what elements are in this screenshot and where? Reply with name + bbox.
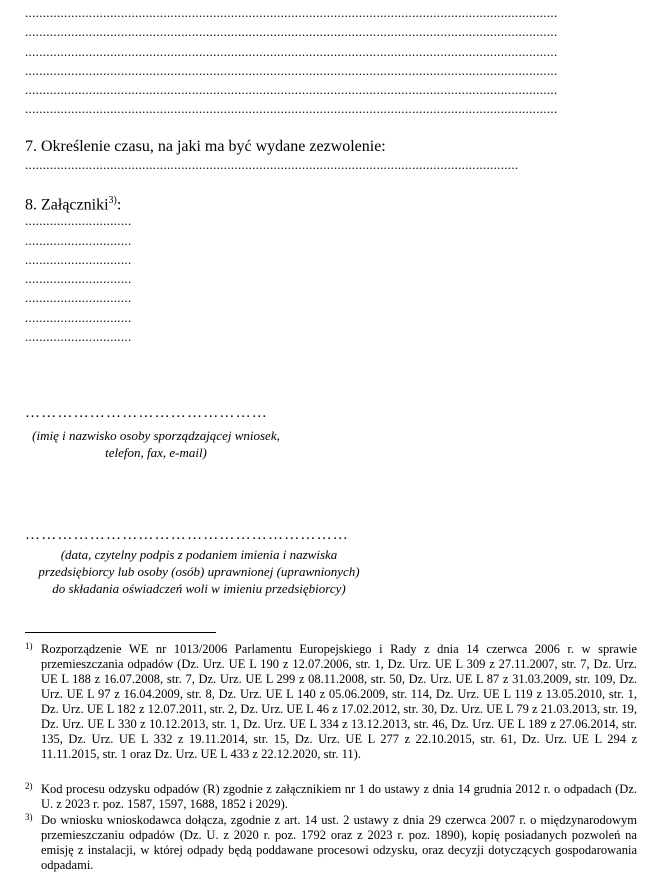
footnote-3-text: Do wniosku wnioskodawca dołącza, zgodnie z art. 14 ust. 2 ustawy z dnia 29 czerwca 2007 r. o międzynarodowym przemieszczaniu odpadów (Dz. U. z 2020 r. poz. 1792 oraz z 2023 r. poz. 1890), kopię posiadanych pozwoleń na emisję z instalacji, w której odpady będą poddawane procesowi odzysku, oraz decyzji dotyczących gospodarowania odpadami. [41, 813, 637, 872]
section-8-title: 8. Załączniki [25, 196, 109, 214]
signature-2-dots: …………………………………………………… [25, 527, 349, 543]
dotted-line-2: ...................................................................................................................................................... [25, 25, 558, 39]
footnote-1 [25, 642, 637, 762]
footnote-2-text: Kod procesu odzysku odpadów (R) zgodnie z załącznikiem nr 1 do ustawy z dnia 14 grudnia 2012 r. o odpadach (Dz. U. z 2023 r. poz. 1587, 1597, 1688, 1852 i 2029). [41, 782, 637, 811]
footnote-3 [25, 813, 637, 873]
footnote-2 [25, 782, 637, 812]
dotted-line-4: ...................................................................................................................................................... [25, 64, 558, 78]
footnote-ref-3: 3) [108, 195, 117, 206]
footnote-separator [25, 632, 216, 633]
footnote-1-number: 1) [25, 641, 33, 651]
section-8-colon: : [116, 196, 122, 214]
signature-1-caption [25, 427, 287, 461]
attachment-line-4: .............................. [25, 272, 132, 286]
attachment-line-5: .............................. [25, 291, 132, 305]
attachment-line-2: .............................. [25, 234, 132, 248]
attachment-line-7: .............................. [25, 330, 132, 344]
dotted-line-3: ...................................................................................................................................................... [25, 45, 558, 59]
signature-2-caption-line-3: do składania oświadczeń woli w imieniu przedsiębiorcy) [52, 581, 346, 596]
signature-2-caption-line-1: (data, czytelny podpis z podaniem imienia i nazwiska [60, 547, 338, 562]
signature-2-caption-line-2: przedsiębiorcy lub osoby (osób) uprawnionej (uprawnionych) [38, 564, 360, 579]
section-7-heading: 7. Określenie czasu, na jaki ma być wydane zezwolenie: [25, 138, 386, 155]
attachment-line-3: .............................. [25, 253, 132, 267]
footnote-3-number: 3) [25, 812, 33, 822]
section-7-dotted-line: ........................................................................................................................................... [25, 158, 519, 172]
dotted-line-1: ...................................................................................................................................................... [25, 6, 558, 20]
attachment-line-6: .............................. [25, 311, 132, 325]
footnote-2-number: 2) [25, 781, 33, 791]
footnote-1-text: Rozporządzenie WE nr 1013/2006 Parlamentu Europejskiego i Rady z dnia 14 czerwca 2006 r. w sprawie przemieszczania odpadów (Dz. Urz. UE L 190 z 12.07.2006, str. 1, Dz. Urz. UE L 309 z 27.11.2007, str. 7, Dz. Urz. UE L 188 z 16.07.2008, str. 7, Dz. Urz. UE L 299 z 08.11.2008, str. 50, Dz. Urz. UE L 87 z 31.03.2009, str. 109, Dz. Urz. UE L 97 z 16.04.2009, str. 8, Dz. Urz. UE L 140 z 05.06.2009, str. 114, Dz. Urz. UE L 119 z 13.05.2010, str. 1, Dz. Urz. UE L 182 z 12.07.2011, str. 2, Dz. Urz. UE L 46 z 17.02.2012, str. 30, Dz. Urz. UE L 79 z 21.03.2013, str. 19, Dz. Urz. UE L 330 z 10.12.2013, str. 1, Dz. Urz. UE L 334 z 13.12.2013, str. 46, Dz. Urz. UE L 189 z 27.06.2014, str. 135, Dz. Urz. UE L 332 z 19.11.2014, str. 15, Dz. Urz. UE L 277 z 22.10.2015, str. 61, Dz. Urz. UE L 294 z 11.11.2015, str. 1 oraz Dz. Urz. UE L 433 z 22.12.2020, str. 11). [41, 642, 637, 761]
signature-1-caption-line-2: telefon, fax, e-mail) [105, 445, 207, 460]
dotted-line-6: ...................................................................................................................................................... [25, 102, 558, 116]
attachment-line-1: .............................. [25, 214, 132, 228]
section-8-heading [25, 192, 121, 214]
signature-2-caption [25, 546, 373, 597]
dotted-line-5: ...................................................................................................................................................... [25, 83, 558, 97]
signature-1-dots: ……………………………………… [25, 405, 268, 421]
signature-1-caption-line-1: (imię i nazwisko osoby sporządzającej wniosek, [32, 428, 280, 443]
